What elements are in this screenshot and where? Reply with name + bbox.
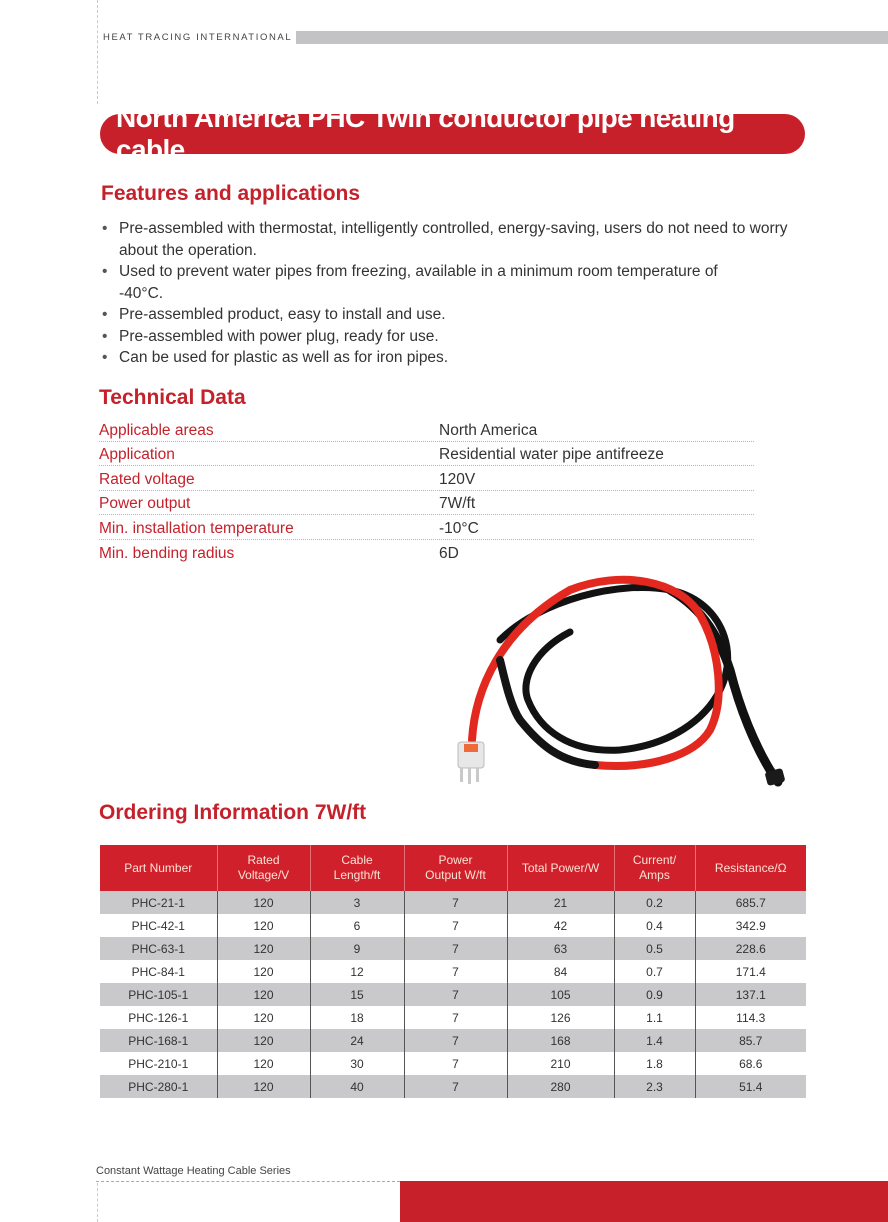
column-header: Cable Length/ft: [310, 845, 404, 891]
table-cell: 7: [404, 1052, 507, 1075]
table-cell: PHC-126-1: [100, 1006, 217, 1029]
table-cell: 342.9: [695, 914, 806, 937]
table-cell: 7: [404, 1006, 507, 1029]
table-cell: 7: [404, 891, 507, 914]
tech-value: 120V: [439, 470, 476, 488]
column-header: Total Power/W: [507, 845, 614, 891]
table-cell: 68.6: [695, 1052, 806, 1075]
tech-value: 7W/ft: [439, 495, 476, 512]
table-cell: 3: [310, 891, 404, 914]
tech-row: [99, 540, 754, 565]
table-row: [100, 1006, 806, 1029]
tech-label: Application: [99, 446, 175, 463]
tech-value: North America: [439, 421, 538, 439]
tech-row: [99, 417, 754, 442]
table-cell: PHC-84-1: [100, 960, 217, 983]
table-header-row: [100, 845, 806, 891]
footer-series: Constant Wattage Heating Cable Series: [96, 1165, 291, 1177]
table-cell: 7: [404, 960, 507, 983]
table-cell: 21: [507, 891, 614, 914]
page-margin-guide: [97, 1183, 98, 1222]
table-cell: 0.2: [614, 891, 695, 914]
tech-value: Residential water pipe antifreeze: [439, 446, 664, 463]
table-cell: 120: [217, 960, 310, 983]
table-cell: 12: [310, 960, 404, 983]
table-cell: 9: [310, 937, 404, 960]
tech-label: Min. installation temperature: [99, 519, 294, 537]
table-cell: 120: [217, 983, 310, 1006]
table-cell: PHC-63-1: [100, 937, 217, 960]
table-row: [100, 914, 806, 937]
table-cell: 120: [217, 1029, 310, 1052]
table-cell: 0.7: [614, 960, 695, 983]
features-list: [100, 218, 820, 369]
page-header: [103, 31, 888, 44]
page-title: North America PHC Twin conductor pipe heating cable: [100, 114, 805, 154]
table-cell: 120: [217, 1075, 310, 1098]
feature-item: • Used to prevent water pipes from freezing, available in a minimum room temperature of -40°C.: [100, 261, 820, 304]
table-cell: PHC-105-1: [100, 983, 217, 1006]
column-header: Part Number: [100, 845, 217, 891]
table-cell: 685.7: [695, 891, 806, 914]
table-cell: 6: [310, 914, 404, 937]
table-cell: 7: [404, 1075, 507, 1098]
table-cell: 7: [404, 1029, 507, 1052]
feature-item: • Can be used for plastic as well as for iron pipes.: [100, 347, 820, 369]
ordering-heading: Ordering Information 7W/ft: [99, 801, 367, 824]
table-cell: PHC-168-1: [100, 1029, 217, 1052]
table-cell: PHC-42-1: [100, 914, 217, 937]
table-cell: 85.7: [695, 1029, 806, 1052]
tech-label: Power output: [99, 495, 191, 512]
table-cell: 1.1: [614, 1006, 695, 1029]
table-cell: 126: [507, 1006, 614, 1029]
technical-data-table: [99, 417, 754, 564]
table-cell: 7: [404, 914, 507, 937]
table-cell: 105: [507, 983, 614, 1006]
feature-item: • Pre-assembled with thermostat, intelligently controlled, energy-saving, users do not need to worry about the operation.: [100, 218, 820, 261]
table-cell: 120: [217, 1052, 310, 1075]
tech-row: [99, 466, 754, 491]
column-header: Current/ Amps: [614, 845, 695, 891]
tech-row: [99, 442, 754, 467]
table-cell: 120: [217, 937, 310, 960]
table-cell: 120: [217, 914, 310, 937]
table-row: [100, 1052, 806, 1075]
table-cell: 84: [507, 960, 614, 983]
tech-label: Min. bending radius: [99, 545, 235, 562]
table-cell: PHC-21-1: [100, 891, 217, 914]
table-cell: 137.1: [695, 983, 806, 1006]
column-header: Resistance/Ω: [695, 845, 806, 891]
table-cell: PHC-210-1: [100, 1052, 217, 1075]
table-row: [100, 891, 806, 914]
tech-value: 6D: [439, 545, 459, 562]
table-cell: 120: [217, 891, 310, 914]
table-cell: 120: [217, 1006, 310, 1029]
heating-cable-image: [420, 570, 820, 810]
column-header: Power Output W/ft: [404, 845, 507, 891]
table-cell: 114.3: [695, 1006, 806, 1029]
footer-divider: [96, 1181, 400, 1182]
ordering-table: [100, 845, 806, 1098]
table-row: [100, 1075, 806, 1098]
header-bar: [296, 31, 888, 44]
footer-bar: [400, 1181, 888, 1222]
table-cell: 171.4: [695, 960, 806, 983]
feature-item: • Pre-assembled with power plug, ready for use.: [100, 326, 820, 348]
table-cell: 24: [310, 1029, 404, 1052]
table-row: [100, 937, 806, 960]
table-cell: 168: [507, 1029, 614, 1052]
table-cell: 51.4: [695, 1075, 806, 1098]
column-header: Rated Voltage/V: [217, 845, 310, 891]
table-cell: 30: [310, 1052, 404, 1075]
tech-row: [99, 515, 754, 540]
table-cell: 0.9: [614, 983, 695, 1006]
company-name: HEAT TRACING INTERNATIONAL: [103, 32, 293, 43]
table-cell: 228.6: [695, 937, 806, 960]
table-cell: 1.4: [614, 1029, 695, 1052]
table-cell: 1.8: [614, 1052, 695, 1075]
table-cell: 280: [507, 1075, 614, 1098]
table-cell: 18: [310, 1006, 404, 1029]
table-cell: 42: [507, 914, 614, 937]
table-cell: PHC-280-1: [100, 1075, 217, 1098]
table-cell: 7: [404, 983, 507, 1006]
features-heading: Features and applications: [101, 182, 361, 205]
tech-label: Applicable areas: [99, 421, 214, 439]
table-cell: 40: [310, 1075, 404, 1098]
feature-item: • Pre-assembled product, easy to install and use.: [100, 304, 820, 326]
table-row: [100, 960, 806, 983]
technical-heading: Technical Data: [99, 386, 246, 409]
table-cell: 210: [507, 1052, 614, 1075]
table-cell: 63: [507, 937, 614, 960]
table-row: [100, 983, 806, 1006]
table-cell: 7: [404, 937, 507, 960]
table-row: [100, 1029, 806, 1052]
tech-label: Rated voltage: [99, 470, 195, 488]
table-cell: 0.5: [614, 937, 695, 960]
table-cell: 2.3: [614, 1075, 695, 1098]
table-cell: 0.4: [614, 914, 695, 937]
page-margin-guide: [97, 0, 98, 104]
tech-value: -10°C: [439, 519, 479, 537]
table-cell: 15: [310, 983, 404, 1006]
tech-row: [99, 491, 754, 516]
